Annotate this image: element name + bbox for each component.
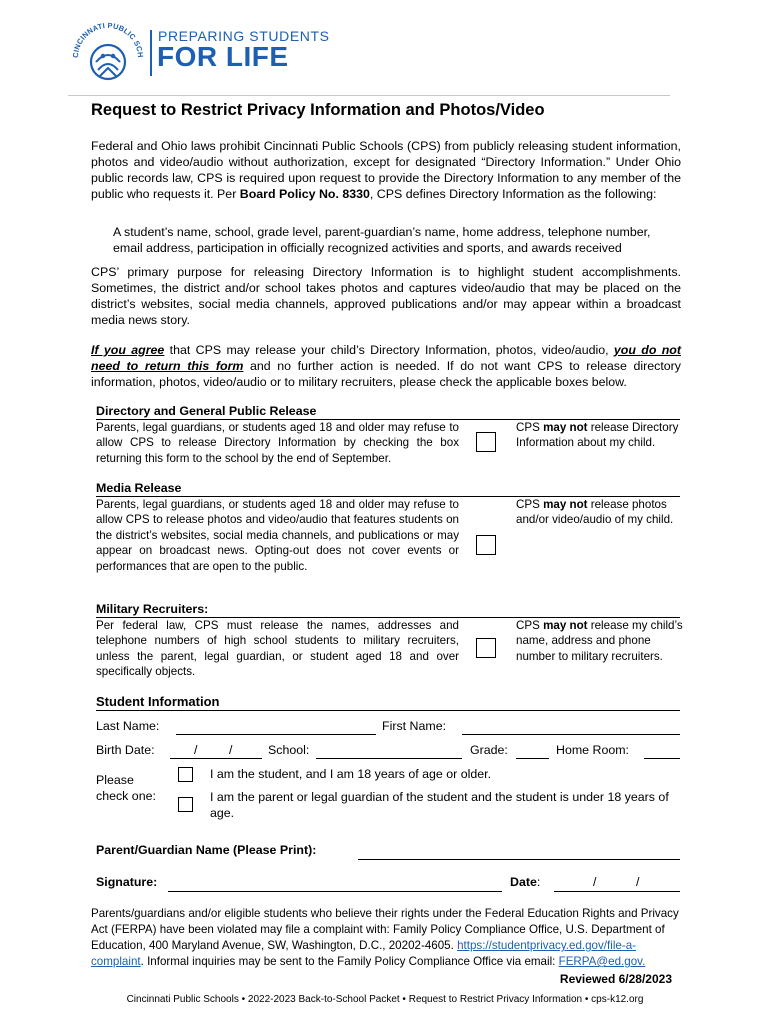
intro-text-1: Federal and Ohio laws prohibit Cincinnati Public Schools (CPS) from publicly releasing student information, photos and video/audio without authorization, except for designated “Directory Information.” Under Ohio public records law, CPS is required upon request to provide the Directory Information to any member of the public who requests it. Per [91,139,681,201]
parent-guardian-checkbox[interactable] [178,797,193,812]
birth-date-sep-1: / [194,743,198,757]
home-room-label: Home Room: [556,743,629,757]
statement-suffix: release my child’s name, address and phone number to military recruiters. [516,619,683,663]
section-military-heading: Military Recruiters: [96,602,209,616]
page-footer: Cincinnati Public Schools • 2022-2023 Back-to-School Packet • Request to Restrict Privacy Information • cps-k12.org [126,994,644,1005]
statement-suffix: release Directory Information about my child. [516,421,679,450]
reviewed-date: Reviewed 6/28/2023 [559,972,672,986]
page-title: Request to Restrict Privacy Information and Photos/Video [91,101,545,119]
last-name-field[interactable] [176,734,376,735]
tagline-top: PREPARING STUDENTS [158,28,330,44]
school-field[interactable] [316,758,462,759]
statement-prefix: CPS [516,421,544,434]
agree-text-2: and no further action is needed. If do not want CPS to release directory information, photos, video/audio or to military recruiters, please check the applicable boxes below. [91,359,681,389]
agree-text-1: that CPS may release your child’s Directory Information, photos, video/audio, [164,343,614,357]
signature-label: Signature: [96,875,158,889]
signature-date-sep-2: / [636,875,640,889]
option-student-label: I am the student, and I am 18 years of age or older. [210,767,492,781]
section-directory-body: Parents, legal guardians, or students aged 18 and older may refuse to allow CPS to release Directory Information by checking the box returning this form to the school by the end of September. [96,421,459,465]
statement-emphasis: may not [543,421,588,434]
agree-emphasis: you do not need to return this form [91,343,681,373]
date-label-text: Date [510,875,537,889]
section-military-body: Per federal law, CPS must release the names, addresses and telephone numbers of high school students to military recruiters, unless the parent, legal guardian, or student aged 18 and over specifically objects. [96,619,459,679]
first-name-label: First Name: [382,719,447,733]
date-label-colon: : [536,875,541,889]
complaint-text-1: Parents/guardians and/or eligible students who believe their rights under the Federal Education Rights and Privacy Act (FERPA) have been violated may file a complaint with: Family Policy Compliance Office, U.S. Department of Education, 400 Maryland Avenue, SW, Washington, D.C., 20202-4605. [91,907,679,952]
first-name-field[interactable] [462,734,680,735]
date-label [510,875,540,889]
statement-prefix: CPS [516,619,544,632]
statement-prefix: CPS [516,498,544,511]
school-label: School: [268,743,310,757]
section-directory-statement [516,420,684,451]
intro-paragraph [91,138,681,202]
military-opt-out-checkbox[interactable] [476,638,496,658]
seal-text: CINCINNATI PUBLIC SCH [70,20,146,59]
signature-date-sep-1: / [593,875,597,889]
statement-suffix: release photos and/or video/audio of my child. [516,498,674,527]
complaint-link[interactable]: https://studentprivacy.ed.gov/file-a-complaint [91,939,637,968]
student-info-rule [96,710,680,711]
svg-text:CINCINNATI PUBLIC SCHOOLS [70,18,145,58]
signature-field[interactable] [168,891,502,892]
agree-paragraph [91,342,681,390]
birth-date-label: Birth Date: [96,743,155,757]
agree-lead: If you agree [91,343,165,357]
grade-field[interactable] [516,758,549,759]
directory-definition: A student’s name, school, grade level, parent-guardian’s name, home address, telephone number, email address, participation in officially recognized activities and sports, and awards received [113,225,651,255]
logo-divider [150,30,152,76]
student-info-heading: Student Information [96,694,220,709]
section-directory-heading: Directory and General Public Release [96,404,317,418]
birth-date-sep-2: / [229,743,233,757]
section-media-body: Parents, legal guardians, or students aged 18 and older may refuse to allow CPS to release photos and video/audio that features students on the district’s websites, social media channels, and publications or may appear on broadcast news. Opting-out does not cover events or performances that are open to the public. [96,498,459,573]
media-opt-out-checkbox[interactable] [476,535,496,555]
statement-emphasis: may not [543,619,588,632]
signature-date-field[interactable] [554,891,680,892]
parent-name-field[interactable] [358,859,680,860]
please-check-label: Please check one: [96,773,156,803]
policy-reference: Board Policy No. 8330 [239,187,370,201]
section-military-statement [516,618,684,664]
last-name-label: Last Name: [96,719,160,733]
complaint-text-2: . Informal inquiries may be sent to the Family Policy Compliance Office via email: [140,955,559,968]
purpose-paragraph: CPS’ primary purpose for releasing Directory Information is to highlight student accomplishments. Sometimes, the district and/or school takes photos and captures video/audio that may be placed on the district’s websites, social media channels, approved publications and/or may appear within a broadcast media news story. [91,265,681,327]
district-seal-logo [70,18,146,86]
birth-date-field[interactable] [170,758,262,759]
header-rule [68,95,670,96]
intro-text-2: , CPS defines Directory Information as the following: [369,187,657,201]
home-room-field[interactable] [644,758,680,759]
tagline-main: FOR LIFE [157,41,289,72]
section-media-heading: Media Release [96,481,182,495]
parent-name-label: Parent/Guardian Name (Please Print): [96,843,317,857]
option-parent-label: I am the parent or legal guardian of the student and the student is under 18 years of age. [210,790,669,820]
directory-opt-out-checkbox[interactable] [476,432,496,452]
ferpa-complaint-note [91,906,681,970]
ferpa-email-link[interactable]: FERPA@ed.gov. [558,955,646,968]
grade-label: Grade: [470,743,508,757]
statement-emphasis: may not [543,498,588,511]
student-18-checkbox[interactable] [178,767,193,782]
section-media-statement [516,497,684,528]
